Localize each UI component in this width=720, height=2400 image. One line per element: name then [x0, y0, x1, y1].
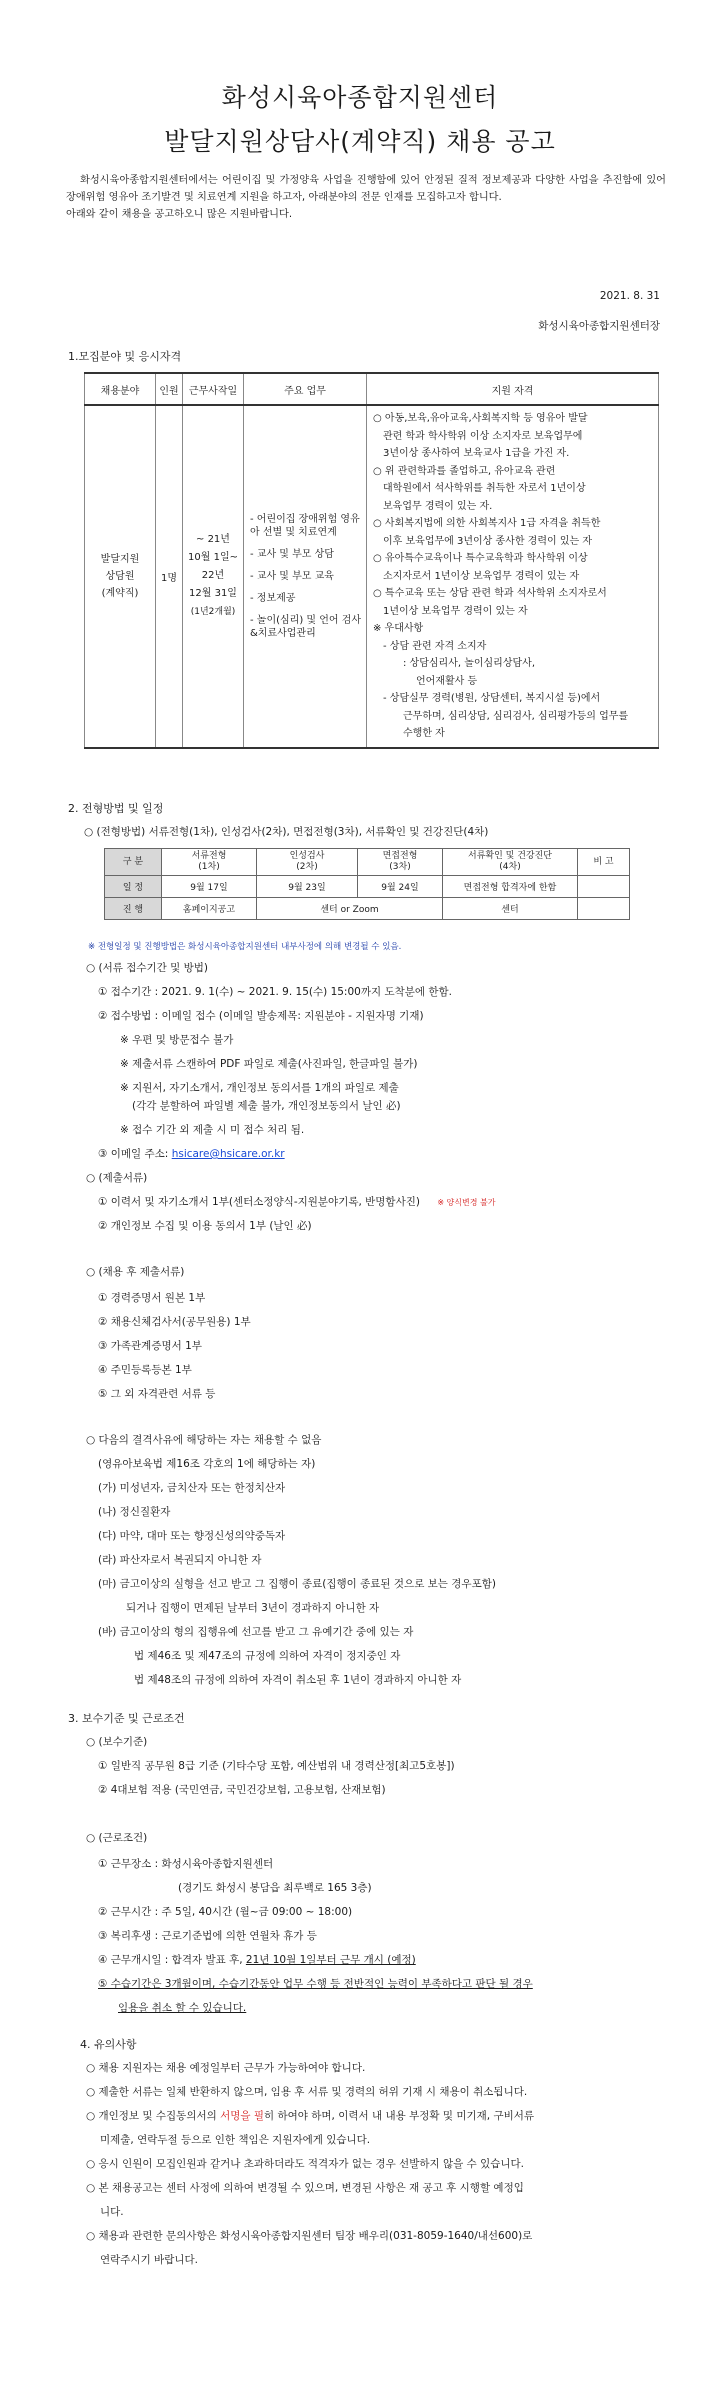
section-4-heading: 4. 유의사항: [80, 2038, 137, 2051]
announcement-title: 발달지원상담사(계약직) 채용 공고: [164, 127, 556, 156]
pay-heading: ○ (보수기준): [86, 1736, 148, 1748]
proc-cell: 면접전형 합격자에 한함: [443, 876, 578, 898]
after-hire-item: ② 채용신체검사서(공무원용) 1부: [98, 1316, 251, 1328]
notice-item: 니다.: [100, 2206, 124, 2218]
qualifications-cell: [367, 405, 659, 748]
qual-line: ○ 유아특수교육이나 특수교육학과 학사학위 이상: [373, 553, 588, 564]
receipt-method: ② 접수방법 : 이메일 접수 (이메일 발송제목: 지원분야 - 지원자명 기재): [98, 1010, 424, 1022]
issuer-name: 화성시육아종합지원센터장: [538, 320, 660, 332]
after-hire-item: ① 경력증명서 원본 1부: [98, 1292, 206, 1304]
announcement-date: 2021. 8. 31: [599, 290, 660, 302]
receipt-note: ※ 접수 기간 외 제출 시 미 접수 처리 됨.: [120, 1124, 305, 1136]
period-line: (1년2개월): [190, 607, 236, 618]
method-label: ○ (전형방법): [84, 826, 146, 838]
disqualification-item: 법 제48조의 규정에 의하여 자격이 취소된 후 1년이 경과하지 아니한 자: [134, 1674, 462, 1686]
submit-heading: ○ (제출서류): [86, 1172, 148, 1184]
qual-line: ○ 특수교육 또는 상담 관련 학과 석사학위 소지자로서: [373, 588, 607, 599]
disqualification-item: 법 제46조 및 제47조의 규정에 의하여 자격이 정지중인 자: [134, 1650, 401, 1662]
process-table: [104, 848, 630, 920]
proc-header: 인성검사 (2차): [257, 849, 358, 876]
recruitment-table: [84, 372, 659, 749]
disqualification-item: (가) 미성년자, 금치산자 또는 한정치산자: [98, 1482, 286, 1494]
email-link[interactable]: hsicare@hsicare.or.kr: [171, 1148, 285, 1160]
disqualification-item: (나) 정신질환자: [98, 1506, 171, 1518]
period-line: 10월 1일~: [188, 552, 238, 564]
disqualification-item: (라) 파산자로서 복권되지 아니한 자: [98, 1554, 262, 1566]
disqualification-item: (다) 마약, 대마 또는 향정신성의약중독자: [98, 1530, 286, 1542]
field-cell: 발달지원 상담원 (계약직): [85, 405, 156, 748]
duty-item: - 정보제공: [250, 592, 296, 604]
start-date-value: 21년 10월 1일부터 근무 개시 (예정): [245, 1954, 416, 1966]
submit-item: ② 개인정보 수집 및 이용 동의서 1부 (날인 必): [98, 1220, 312, 1232]
qual-line: : 상담심리사, 놀이심리상담사,: [403, 658, 536, 669]
receipt-heading: ○ (서류 접수기간 및 방법): [86, 962, 208, 974]
schedule-note: ※ 전형일정 및 진행방법은 화성시육아종합지원센터 내부사정에 의해 변경될 수 있음.: [88, 942, 402, 952]
proc-header: 비 고: [578, 849, 630, 876]
count-cell: 1명: [156, 405, 183, 748]
col-header-field: 채용분야: [85, 373, 156, 405]
notice-item: ○ 채용과 관련한 문의사항은 화성시육아종합지원센터 팀장 배우리(031-8059-1640/내선600)로: [86, 2230, 533, 2242]
notice-item: ○ 본 채용공고는 센터 사정에 의하여 변경될 수 있으며, 변경된 사항은 재 공고 후 시행할 예정입: [86, 2182, 524, 2194]
receipt-note: ※ 지원서, 자기소개서, 개인정보 동의서를 1개의 파일로 제출: [120, 1082, 399, 1094]
qual-line: 수행한 자: [403, 728, 445, 739]
proc-cell: 센터: [443, 898, 578, 920]
section-1-heading: 1.모집분야 및 응시자격: [68, 350, 182, 363]
qual-line: 3년이상 종사하여 보육교사 1급을 가진 자.: [383, 448, 570, 459]
probation-line: 임용을 취소 할 수 있습니다.: [118, 2002, 247, 2014]
probation-line: ⑤ 수습기간은 3개월이며, 수습기간동안 업무 수행 등 전반적인 능력이 부족하다고 판단 될 경우: [98, 1978, 533, 1990]
qual-line: ○ 아동,보육,유아교육,사회복지학 등 영유아 발달: [373, 413, 588, 424]
receipt-note: ※ 우편 및 방문접수 불가: [120, 1034, 234, 1046]
notice-item: 미제출, 연락두절 등으로 인한 책임은 지원자에게 있습니다.: [100, 2134, 371, 2146]
period-line: 12월 31일: [189, 588, 237, 600]
proc-row-label: 진 행: [105, 898, 162, 920]
proc-row-label: 일 정: [105, 876, 162, 898]
proc-cell: 9월 24일: [358, 876, 443, 898]
after-hire-item: ③ 가족관계증명서 1부: [98, 1340, 202, 1352]
pay-item: ② 4대보험 적용 (국민연금, 국민건강보험, 고용보험, 산재보험): [98, 1784, 386, 1796]
duties-cell: [244, 405, 367, 748]
qual-line: 1년이상 보육업무 경력이 있는 자: [383, 605, 528, 617]
start-date-prefix: ④ 근무개시일 : 합격자 발표 후,: [98, 1954, 246, 1966]
period-line: 22년: [201, 570, 225, 582]
after-hire-item: ⑤ 그 외 자격관련 서류 등: [98, 1388, 216, 1400]
proc-cell: 9월 17일: [162, 876, 257, 898]
proc-cell: 홈페이지공고: [162, 898, 257, 920]
email-line: [98, 1146, 285, 1161]
section-3-heading: 3. 보수기준 및 근로조건: [68, 1712, 185, 1725]
col-header-count: 인원: [156, 373, 183, 405]
disqualification-item: (바) 금고이상의 형의 집행유예 선고를 받고 그 유예기간 중에 있는 자: [98, 1626, 414, 1638]
qual-line: 근무하며, 심리상담, 심리검사, 심리평가등의 업무를: [403, 710, 629, 722]
qual-line: 소지자로서 1년이상 보육업무 경력이 있는 자: [383, 570, 580, 582]
duty-item: - 놀이(심리) 및 언어 검사&치료사업관리: [250, 614, 362, 639]
notice-item: 연락주시기 바랍니다.: [100, 2254, 198, 2266]
qual-line: - 상담실무 경력(병원, 상담센터, 복지시설 등)에서: [383, 693, 601, 704]
intro-text: 화성시육아종합지원센터에서는 어린이집 및 가정양육 사업을 진행함에 있어 안정된 질적 정보제공과 다양한 사업을 추진함에 있어 장애위험 영유아 조기발견 및 치료연계 지원을 하고자, 아래분야의 전문 인재를 모집하고자 합니다.: [66, 175, 666, 203]
qual-line: 이후 보육업무에 3년이상 종사한 경력이 있는 자: [383, 535, 592, 547]
pay-item: ① 일반직 공무원 8급 기준 (기타수당 포함, 예산범위 내 경력산정[최고5호봉]): [98, 1760, 455, 1772]
work-address: (경기도 화성시 봉담읍 최루백로 165 3층): [178, 1882, 372, 1894]
proc-cell: 센터 or Zoom: [257, 898, 443, 920]
duty-item: - 교사 및 부모 상담: [250, 548, 334, 560]
qual-line: 관련 학과 학사학위 이상 소지자로 보육업무에: [383, 430, 583, 442]
disqualification-heading: ○ 다음의 결격사유에 해당하는 자는 채용할 수 없음: [86, 1434, 322, 1446]
disqualification-item: 되거나 집행이 면제된 날부터 3년이 경과하지 아니한 자: [126, 1602, 380, 1614]
duty-item: - 어린이집 장애위험 영유아 선별 및 치료연계: [250, 513, 360, 538]
start-date-line: [98, 1952, 416, 1967]
qual-line: 대학원에서 석사학위를 취득한 자로서 1년이상: [383, 483, 586, 494]
col-header-start: 근무사작일: [183, 373, 244, 405]
period-line: ~ 21년: [196, 534, 230, 546]
submit-item-text: ① 이력서 및 자기소개서 1부(센터소정양식-지원분야기록, 반명함사진): [98, 1196, 420, 1208]
notice-item: ○ 제출한 서류는 일체 반환하지 않으며, 임용 후 서류 및 경력의 허위 기재 시 채용이 취소됩니다.: [86, 2086, 528, 2098]
notice-item: ○ 응시 인원이 모집인원과 같거나 초과하더라도 적격자가 없는 경우 선발하지 않을 수 있습니다.: [86, 2158, 524, 2170]
after-hire-item: ④ 주민등록등본 1부: [98, 1364, 192, 1376]
disqualification-item: (마) 금고이상의 실형을 선고 받고 그 집행이 종료(집행이 종료된 것으로 보는 경우포함): [98, 1578, 496, 1590]
qual-line: - 상담 관련 자격 소지자: [383, 640, 487, 652]
email-label: ③ 이메일 주소:: [98, 1148, 169, 1160]
center-name-title: 화성시육아종합지원센터: [221, 83, 499, 112]
col-header-qualifications: 지원 자격: [367, 373, 659, 405]
section-2-heading: 2. 전형방법 및 일정: [68, 802, 164, 815]
signature-highlight: 서명을 필: [220, 2110, 265, 2122]
qual-line: ※ 우대사항: [373, 623, 424, 634]
method-text: 서류전형(1차), 인성검사(2차), 면접전형(3차), 서류확인 및 건강진단(4차): [148, 826, 489, 838]
proc-cell: [578, 898, 630, 920]
proc-cell: [578, 876, 630, 898]
proc-header: 면접전형 (3차): [358, 849, 443, 876]
receipt-note: (각각 분할하여 파일별 제출 불가, 개인정보동의서 날인 必): [132, 1100, 401, 1112]
submit-item: [98, 1194, 495, 1209]
qual-line: 보육업무 경력이 있는 자.: [383, 500, 493, 512]
intro-closing: 아래와 같이 채용을 공고하오니 많은 지원바랍니다.: [66, 209, 293, 220]
qual-line: ○ 위 관련학과를 졸업하고, 유아교육 관련: [373, 465, 556, 477]
submit-item-note: ※ 양식변경 불가: [437, 1198, 496, 1207]
period-cell: [183, 405, 244, 748]
receipt-note: ※ 제출서류 스캔하여 PDF 파일로 제출(사진파일, 한글파일 불가): [120, 1058, 418, 1070]
duty-item: - 교사 및 부모 교육: [250, 570, 334, 582]
receipt-period: ① 접수기간 : 2021. 9. 1(수) ~ 2021. 9. 15(수) 15:00까지 도착분에 한함.: [98, 986, 452, 998]
welfare: ③ 복리후생 : 근로기준법에 의한 연월차 휴가 등: [98, 1930, 317, 1942]
notice-item: ○ 채용 지원자는 채용 예정일부터 근무가 가능하여야 합니다.: [86, 2062, 366, 2074]
intro-paragraph: [66, 172, 666, 223]
work-place: ① 근무장소 : 화성시육아종합지원센터: [98, 1858, 274, 1870]
disqualification-sub: (영유아보육법 제16조 각호의 1에 해당하는 자): [98, 1458, 316, 1470]
proc-header: 서류전형 (1차): [162, 849, 257, 876]
proc-cell: 9월 23일: [257, 876, 358, 898]
proc-header: 구 분: [105, 849, 162, 876]
col-header-duties: 주요 업무: [244, 373, 367, 405]
notice-item: ○ 개인정보 및 수집동의서의 서명을 필히 하여야 하며, 이력서 내 내용 부정확 및 미기재, 구비서류: [86, 2110, 535, 2122]
proc-header: 서류확인 및 건강진단 (4차): [443, 849, 578, 876]
qual-line: ○ 사회복지법에 의한 사회복지사 1급 자격을 취득한: [373, 518, 601, 529]
work-heading: ○ (근로조건): [86, 1832, 148, 1844]
after-hire-heading: ○ (채용 후 제출서류): [86, 1266, 185, 1278]
qual-line: 언어재활사 등: [416, 675, 478, 687]
method-line: [84, 824, 488, 839]
work-hours: ② 근무시간 : 주 5일, 40시간 (월~금 09:00 ~ 18:00): [98, 1906, 353, 1918]
